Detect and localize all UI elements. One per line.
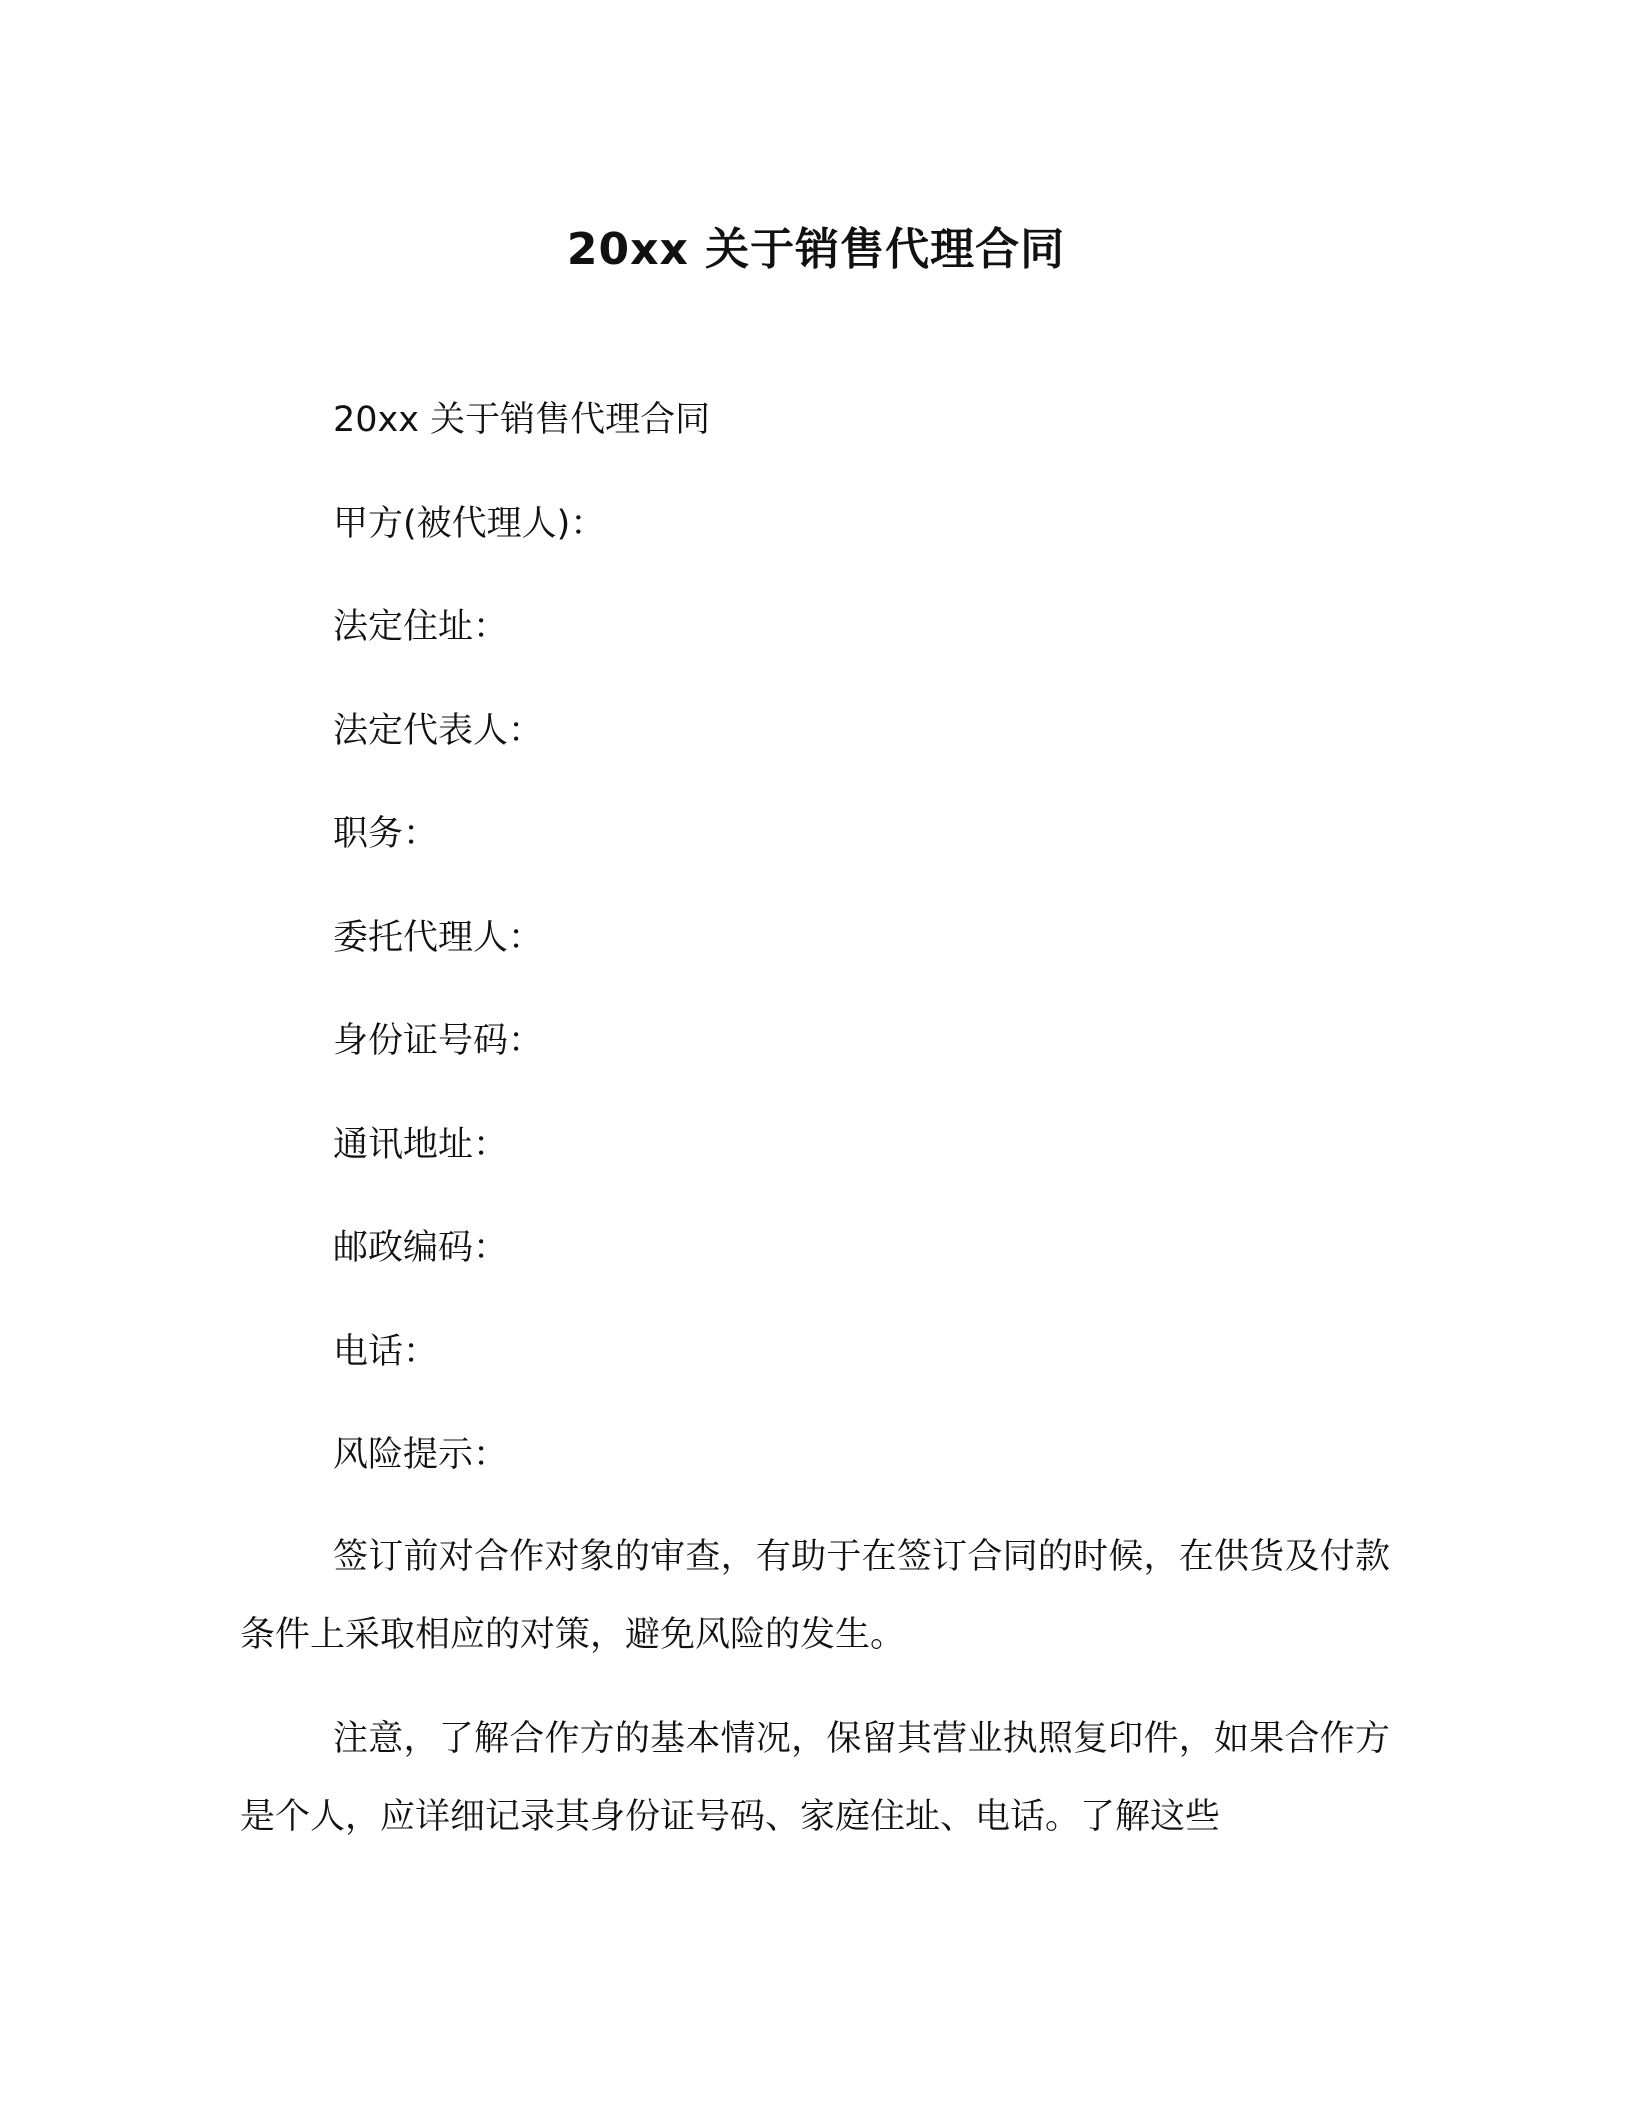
- field-risk-notice: 风险提示：: [333, 1435, 509, 1475]
- paragraph-review: 签订前对合作对象的审查，有助于在签订合同的时候，在供货及付款条件上采取相应的对策，避免风险的发生。: [240, 1537, 1390, 1655]
- field-authorized-agent: 委托代理人：: [333, 918, 544, 958]
- document-title: 20xx 关于销售代理合同: [566, 224, 1066, 275]
- field-id-number: 身份证号码：: [333, 1021, 544, 1061]
- contract-heading: 20xx 关于销售代理合同: [333, 400, 711, 440]
- field-postal-code: 邮政编码：: [333, 1228, 509, 1268]
- field-position: 职务：: [333, 814, 439, 854]
- field-mailing-address: 通讯地址：: [333, 1125, 509, 1165]
- field-phone: 电话：: [333, 1332, 439, 1372]
- field-legal-representative: 法定代表人：: [333, 711, 544, 751]
- paragraph-notice: 注意，了解合作方的基本情况，保留其营业执照复印件，如果合作方是个人，应详细记录其身份证号码、家庭住址、电话。了解这些: [240, 1719, 1390, 1837]
- field-party-a: 甲方(被代理人)：: [333, 504, 606, 544]
- field-legal-address: 法定住址：: [333, 607, 509, 647]
